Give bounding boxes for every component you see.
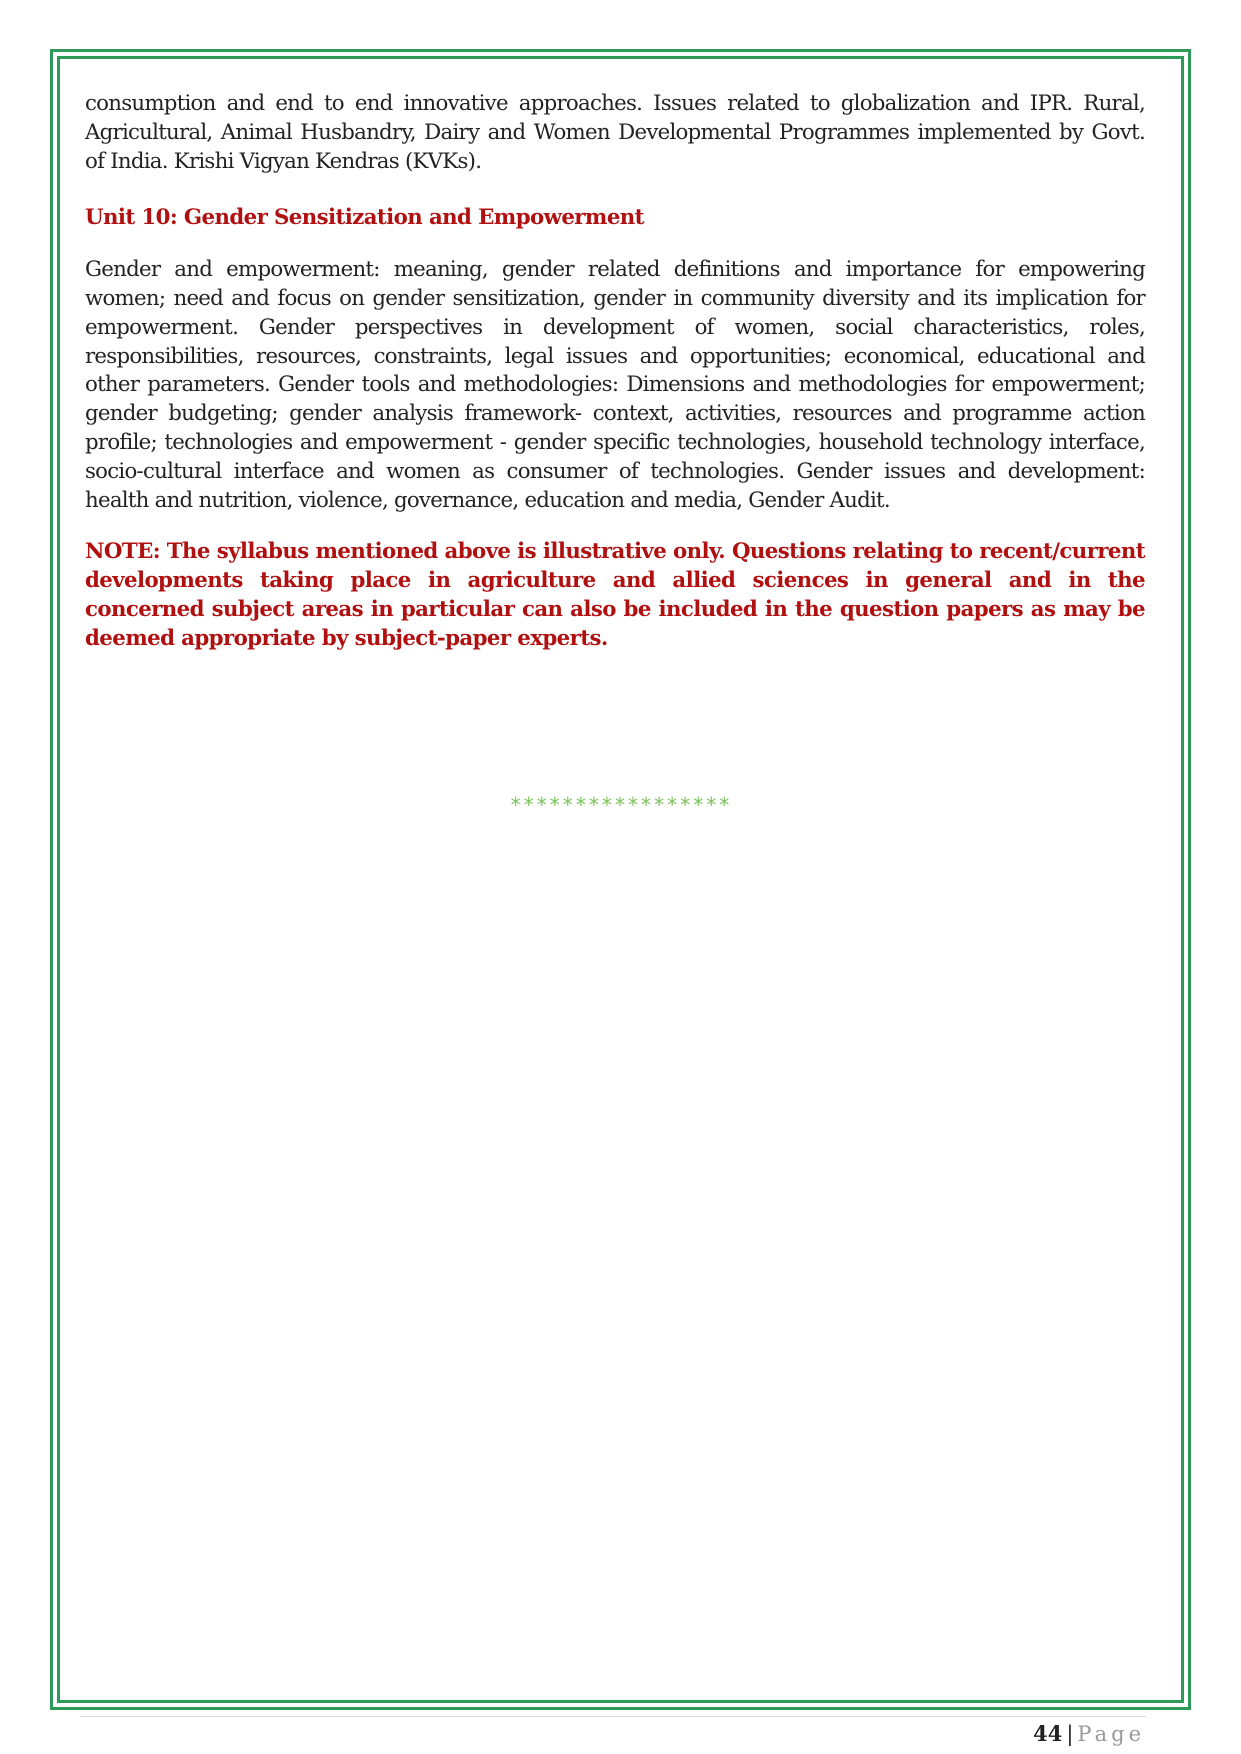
footer-rule <box>80 1716 1146 1717</box>
intro-paragraph: consumption and end to end innovative approaches. Issues related to globalization and IPR. Rural, Agricultural, Animal Husbandry, Dairy and Women Developmental Programmes implemented by Govt. of India. Krishi Vigyan Kendras (KVKs). <box>85 91 1145 174</box>
page-number: 44 <box>1033 1721 1063 1746</box>
page-label: Page <box>1077 1722 1145 1746</box>
unit-body: Gender and empowerment: meaning, gender related definitions and importance for empowering women; need and focus on gender sensitization, gender in community diversity and its implication for empowerment. Gender perspectives in development of women, social characteristics, roles, responsibilities, resources, constraints, legal issues and opportunities; economical, educational and other parameters. Gender tools and methodologies: Dimensions and methodologies for empowerment; gender budgeting; gender analysis framework- context, activities, resources and programme action profile; technologies and empowerment - gender specific technologies, household technology interface, socio-cultural interface and women as consumer of technologies. Gender issues and development: health and nutrition, violence, governance, education and media, Gender Audit. <box>85 257 1145 513</box>
syllabus-note: NOTE: The syllabus mentioned above is illustrative only. Questions relating to recent/current developments taking place in agriculture and allied sciences in general and in the concerned subject areas in particular can also be included in the question papers as may be deemed appropriate by subject-paper experts. <box>85 539 1145 651</box>
unit-heading: Unit 10: Gender Sensitization and Empowerment <box>85 205 644 231</box>
footer-divider: | <box>1066 1722 1074 1746</box>
page-footer <box>1033 1721 1145 1746</box>
separator-stars: ***************** <box>509 793 732 817</box>
page-content <box>85 90 1145 654</box>
